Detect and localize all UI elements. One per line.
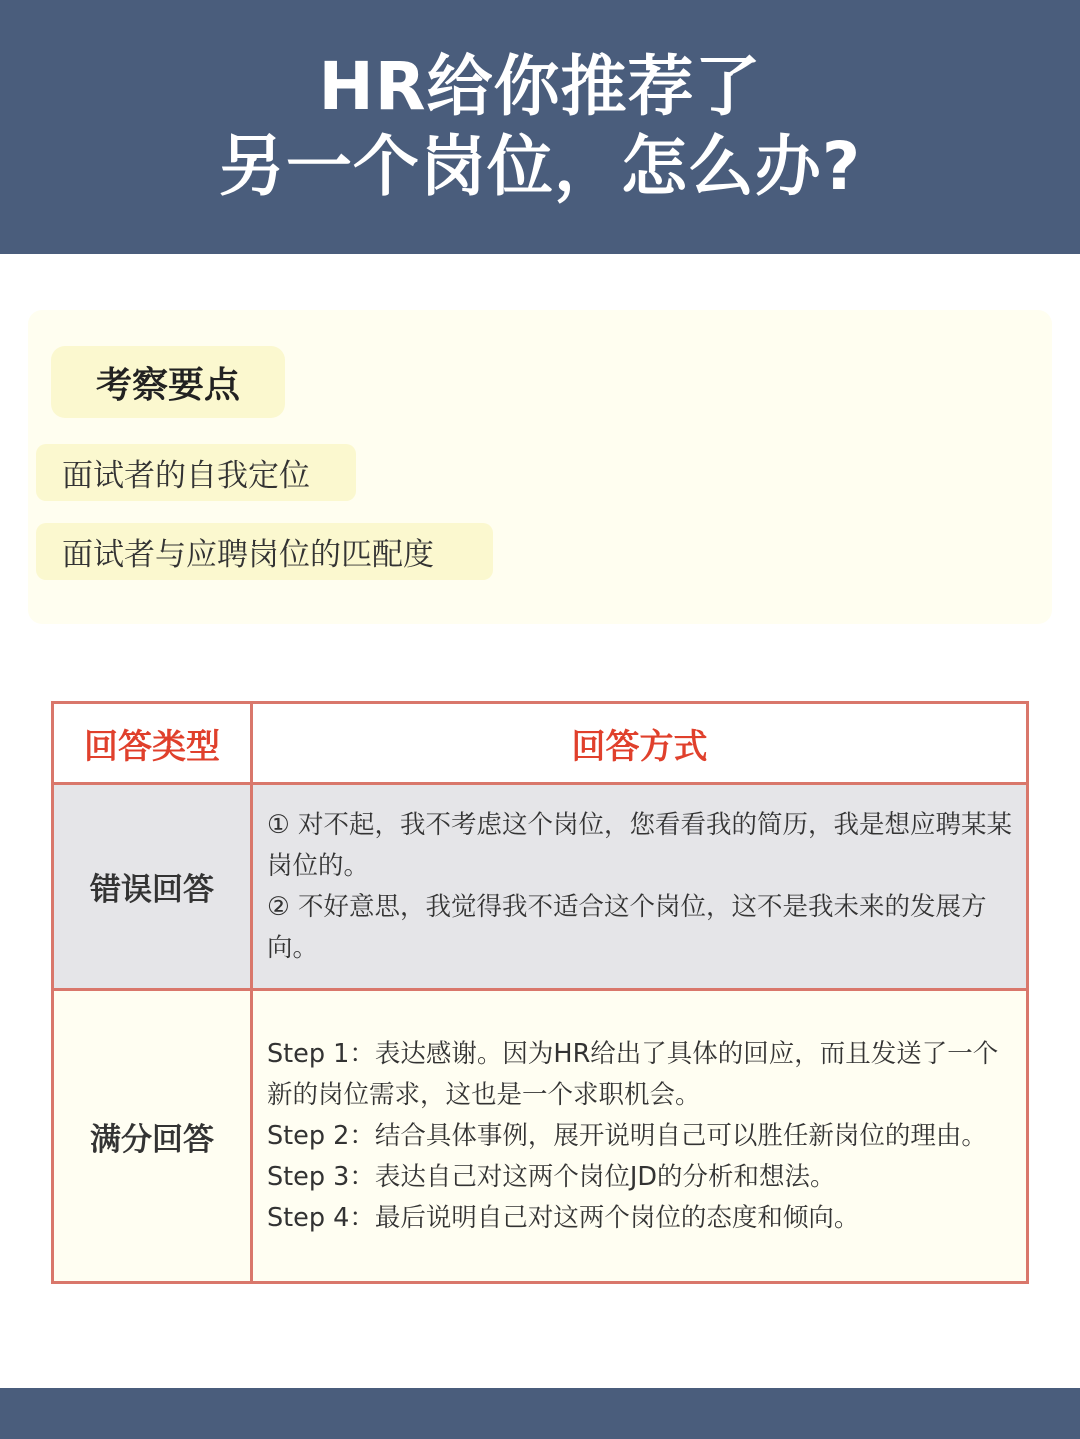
answer-method-cell [252, 784, 1028, 990]
footer-bar [0, 1388, 1080, 1439]
table-row [53, 990, 1028, 1283]
header-answer-type: 回答类型 [53, 703, 252, 784]
answer-line: ② 不好意思，我觉得我不适合这个岗位，这不是我未来的发展方向。 [267, 891, 987, 963]
answer-table [51, 701, 1029, 1284]
key-points-title: 考察要点 [51, 346, 285, 418]
header-banner [0, 0, 1080, 254]
answer-line: Step 1：表达感谢。因为HR给出了具体的回应，而且发送了一个新的岗位需求，这也是一个求职机会。 [267, 1038, 999, 1110]
answer-line: ① 对不起，我不考虑这个岗位，您看看我的简历，我是想应聘某某岗位的。 [267, 809, 1012, 881]
answer-type-full-score: 满分回答 [53, 990, 252, 1283]
answer-type-wrong: 错误回答 [53, 784, 252, 990]
page-title-line-1: HR给你推荐了 [318, 48, 762, 125]
answer-method-cell [252, 990, 1028, 1283]
answer-line: Step 3：表达自己对这两个岗位JD的分析和想法。 [267, 1161, 836, 1192]
header-answer-method: 回答方式 [252, 703, 1028, 784]
answer-line: Step 2：结合具体事例，展开说明自己可以胜任新岗位的理由。 [267, 1120, 987, 1151]
table-row [53, 784, 1028, 990]
key-point-item: 面试者的自我定位 [36, 444, 356, 501]
answer-line: Step 4：最后说明自己对这两个岗位的态度和倾向。 [267, 1202, 860, 1233]
table-header-row [53, 703, 1028, 784]
page-title-line-2: 另一个岗位，怎么办? [218, 128, 862, 205]
key-point-item: 面试者与应聘岗位的匹配度 [36, 523, 493, 580]
